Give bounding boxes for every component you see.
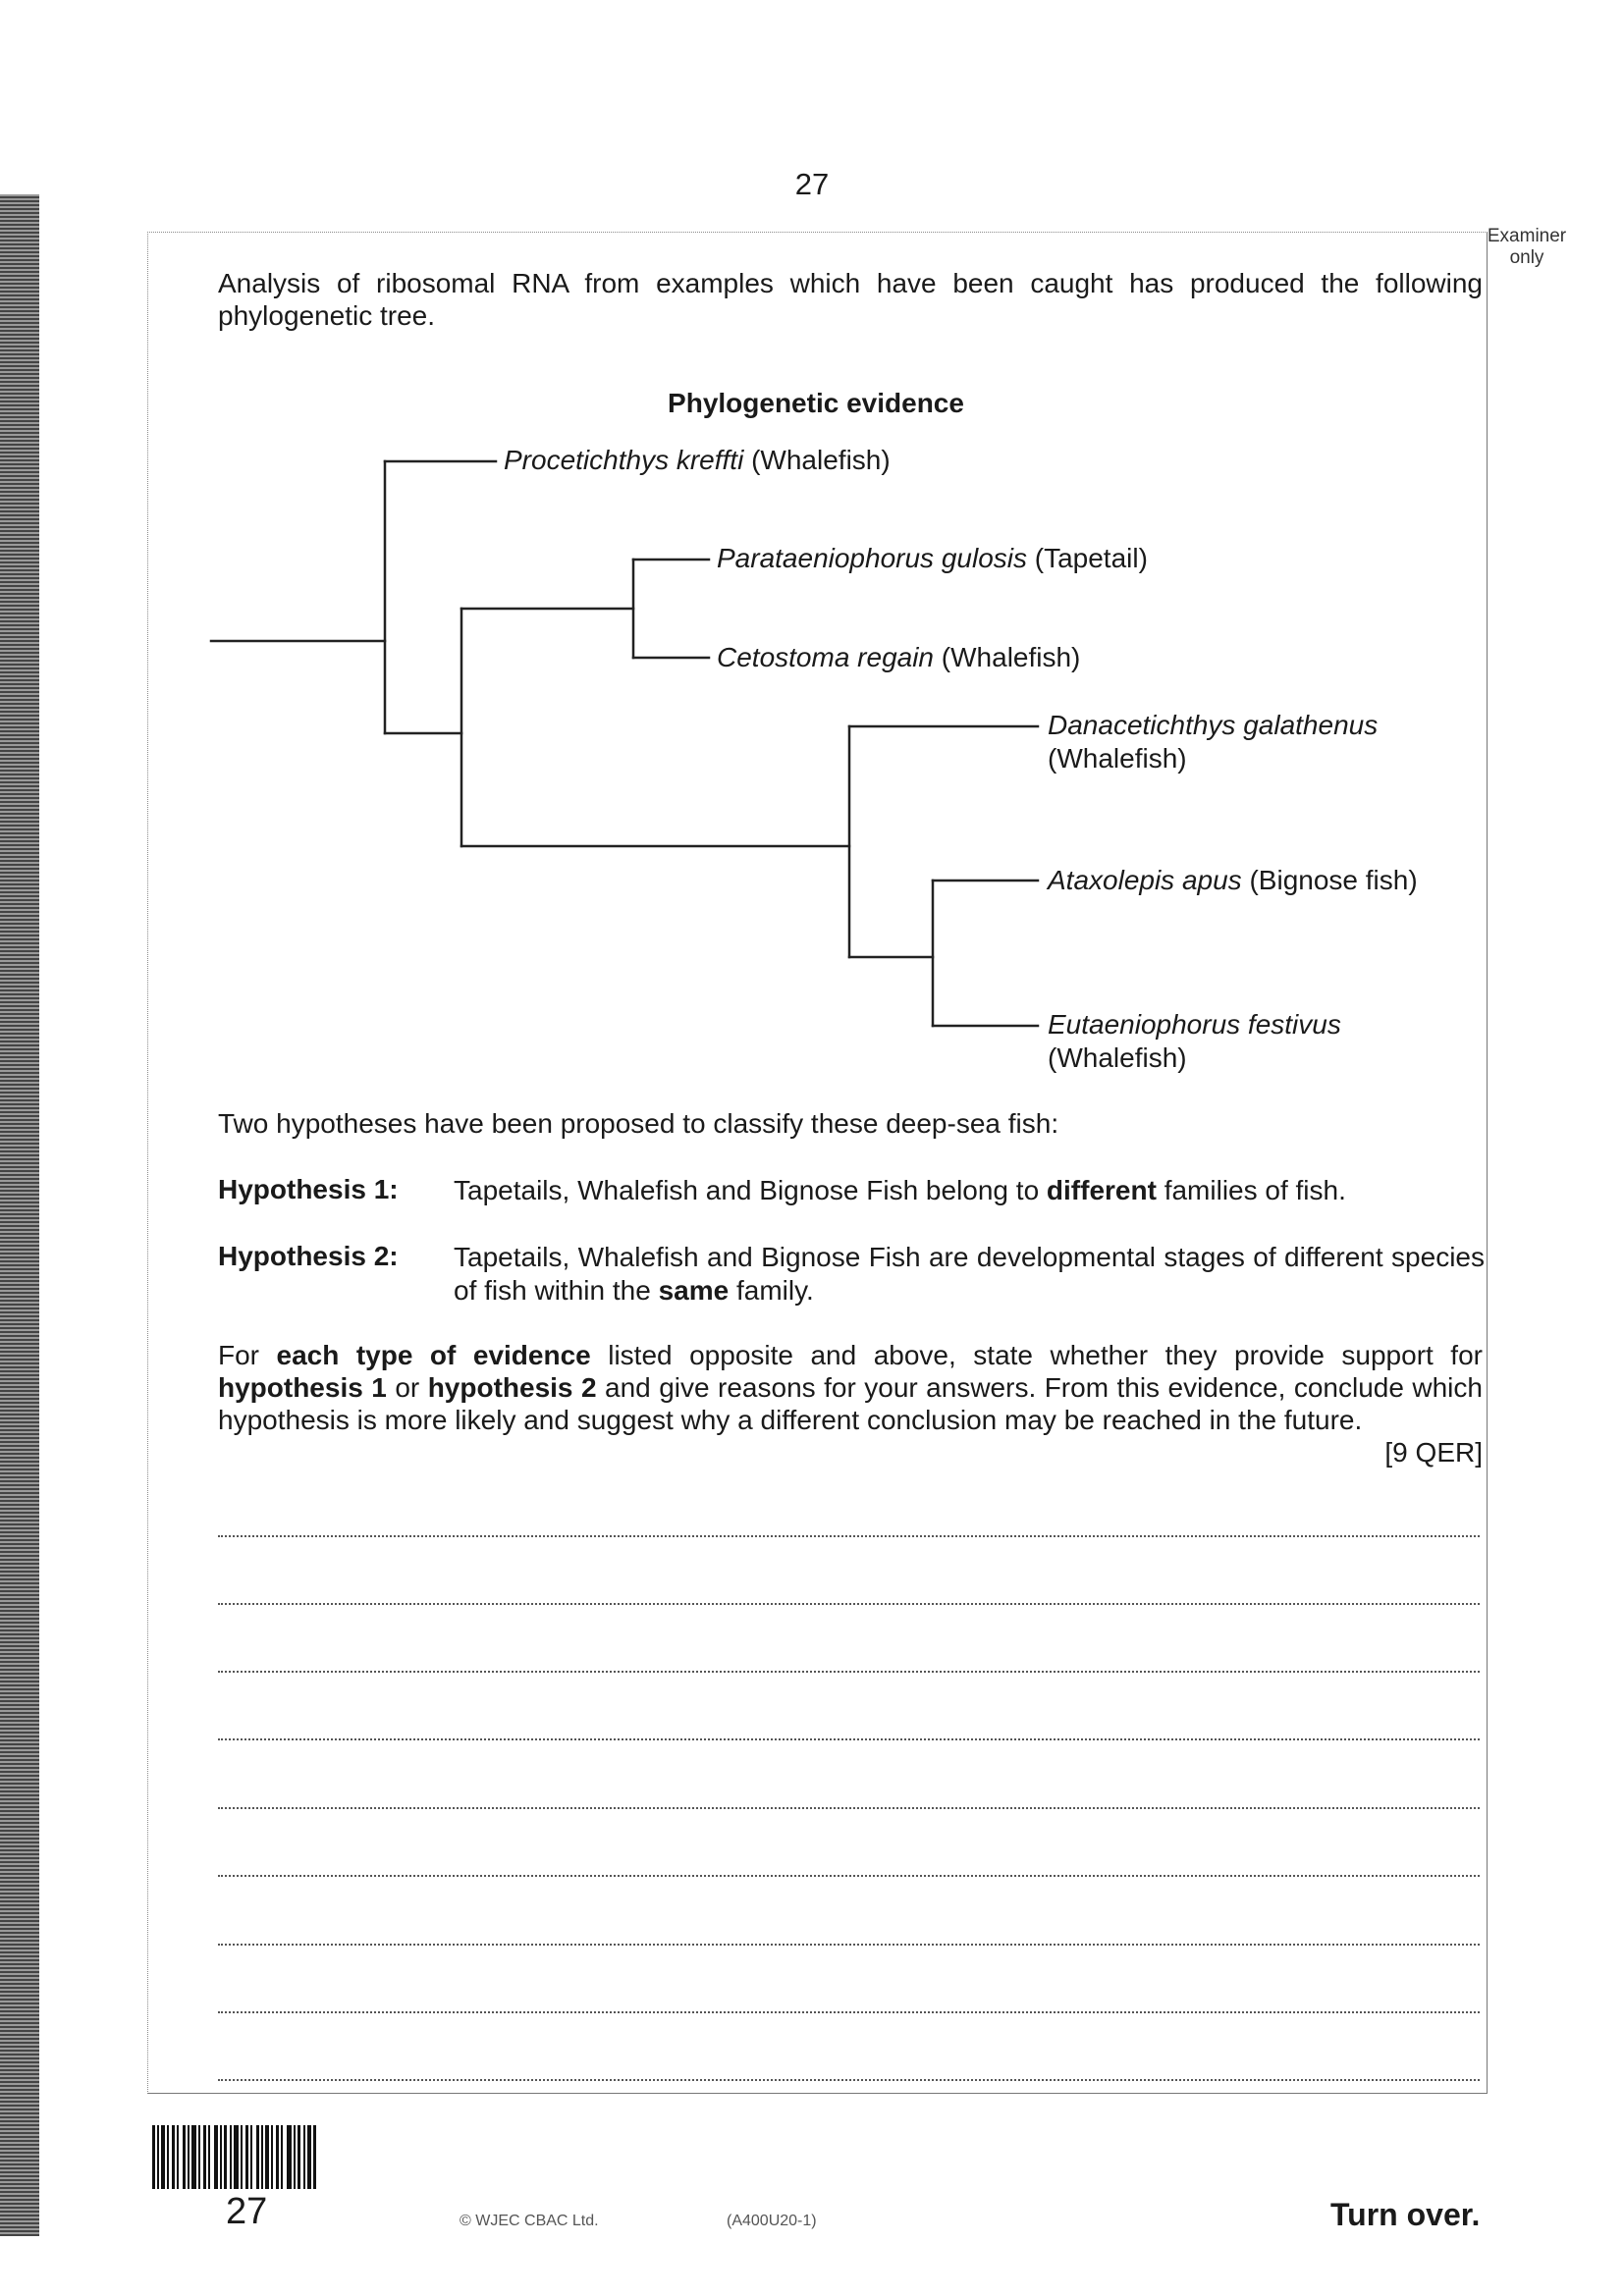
species-label: [1048, 864, 1418, 897]
species-label: [504, 444, 891, 477]
species-common-name: (Tapetail): [1034, 543, 1148, 573]
page-number: 27: [794, 167, 830, 201]
hypotheses-intro: Two hypotheses have been proposed to classify these deep-sea fish:: [218, 1108, 1059, 1139]
species-label: [717, 641, 1080, 674]
examiner-only-label: Examiner only: [1487, 226, 1567, 268]
species-name: Ataxolepis apus: [1048, 865, 1242, 895]
answer-line[interactable]: [218, 1875, 1480, 1877]
paper-code: (A400U20-1): [727, 2213, 817, 2229]
species-name: Procetichthys kreffti: [504, 445, 744, 475]
species-common-name: (Whalefish): [1048, 743, 1187, 774]
turn-over: Turn over.: [1330, 2197, 1481, 2232]
intro-text: Analysis of ribosomal RNA from examples which have been caught has produced the following phylogenetic tree.: [218, 268, 1483, 331]
marks-label: [9 QER]: [1384, 1437, 1483, 1468]
answer-line[interactable]: [218, 1738, 1480, 1740]
species-common-name: (Whalefish): [751, 445, 891, 475]
species-label: [1048, 1008, 1341, 1075]
answer-line[interactable]: [218, 1535, 1480, 1537]
figure-title: Phylogenetic evidence: [668, 388, 964, 418]
answer-line[interactable]: [218, 1807, 1480, 1809]
hypothesis-1-text: Tapetails, Whalefish and Bignose Fish belong to different families of fish.: [454, 1175, 1346, 1205]
answer-line[interactable]: [218, 1603, 1480, 1605]
answer-line[interactable]: [218, 2079, 1480, 2081]
hypothesis-2-text: Tapetails, Whalefish and Bignose Fish are developmental stages of different species of fish within the same family.: [454, 1242, 1485, 1306]
hypothesis-2-label: Hypothesis 2:: [218, 1241, 399, 1271]
species-name: Eutaeniophorus festivus: [1048, 1009, 1341, 1040]
species-name: Cetostoma regain: [717, 642, 935, 672]
species-name: Parataeniophorus gulosis: [717, 543, 1027, 573]
species-common-name: (Whalefish): [941, 642, 1081, 672]
answer-line[interactable]: [218, 1671, 1480, 1673]
question-text: For each type of evidence listed opposite and above, state whether they provide support for hypothesis 1 or hypothesis 2 and give reasons for your answers. From this evidence, conclude which hypothesis is more likely and suggest why a different conclusion may be reached in the future.: [218, 1340, 1483, 1435]
copyright: © WJEC CBAC Ltd.: [460, 2213, 599, 2229]
species-common-name: (Whalefish): [1048, 1042, 1187, 1073]
species-common-name: (Bignose fish): [1249, 865, 1418, 895]
footer-page-number: 27: [226, 2191, 268, 2232]
answer-line[interactable]: [218, 1944, 1480, 1946]
answer-line[interactable]: [218, 2011, 1480, 2013]
barcode: [152, 2125, 342, 2189]
species-name: Danacetichthys galathenus: [1048, 710, 1379, 740]
hypothesis-1-label: Hypothesis 1:: [218, 1174, 399, 1204]
species-label: [717, 542, 1148, 575]
species-label: [1048, 709, 1378, 775]
